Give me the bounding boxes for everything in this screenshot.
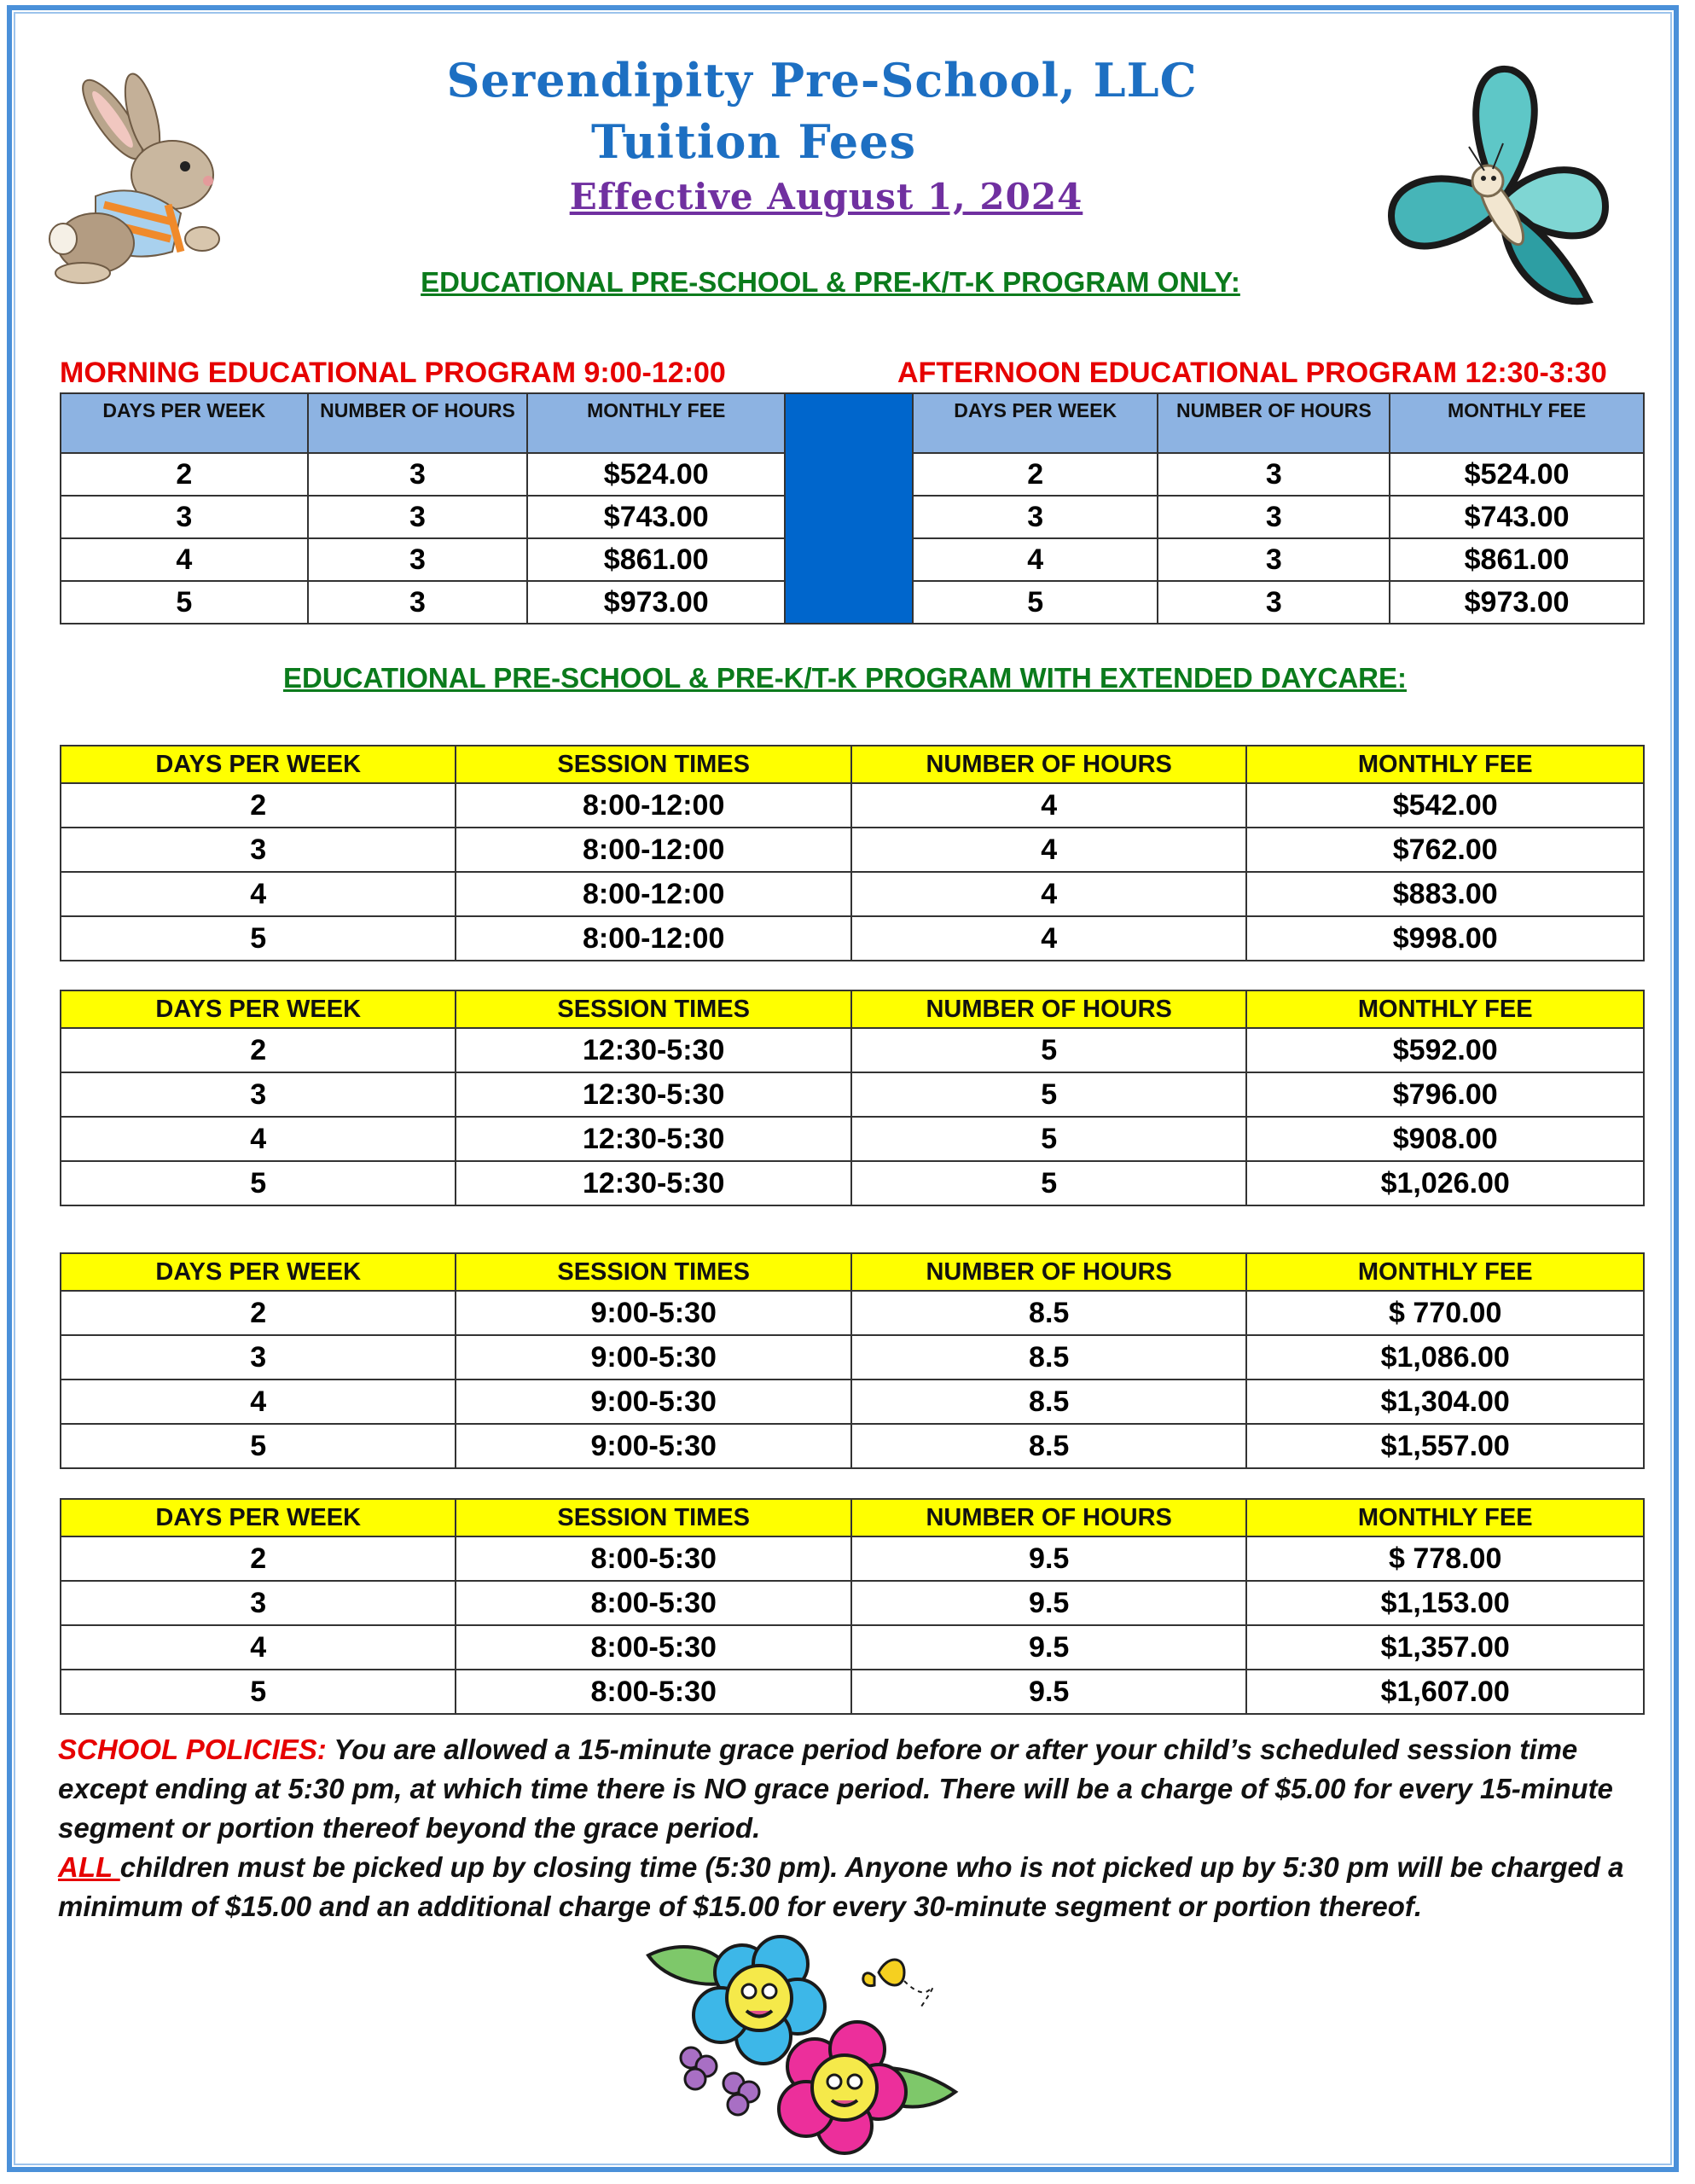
cell-hours: 3 [308, 496, 528, 538]
cell-fee: $1,086.00 [1246, 1335, 1644, 1380]
cell-fee: $743.00 [1390, 496, 1644, 538]
cell-session: 9:00-5:30 [456, 1424, 851, 1468]
column-header: MONTHLY FEE [1390, 393, 1644, 453]
cell-fee: $1,357.00 [1246, 1625, 1644, 1670]
cell-days: 4 [61, 1380, 456, 1424]
cell-session: 8:00-5:30 [456, 1536, 851, 1581]
column-header: MONTHLY FEE [1246, 1253, 1644, 1291]
cell-days: 5 [61, 1670, 456, 1714]
cell-session: 8:00-12:00 [456, 783, 851, 828]
effective-date: Effective August 1, 2024 [569, 176, 1083, 218]
cell-days: 5 [61, 1424, 456, 1468]
column-header: NUMBER OF HOURS [308, 393, 528, 453]
column-header: NUMBER OF HOURS [851, 746, 1247, 783]
table-row [61, 1670, 1644, 1714]
cell-fee: $998.00 [1246, 916, 1644, 961]
cell-fee: $743.00 [527, 496, 785, 538]
cell-days: 2 [61, 1028, 456, 1072]
cell-days: 3 [913, 496, 1158, 538]
table-row [61, 1625, 1644, 1670]
cell-fee: $ 770.00 [1246, 1291, 1644, 1335]
table-header-row [61, 393, 1644, 453]
cell-days: 4 [913, 538, 1158, 581]
cell-hours: 8.5 [851, 1291, 1247, 1335]
column-header: SESSION TIMES [456, 1499, 851, 1536]
cell-fee: $796.00 [1246, 1072, 1644, 1117]
morning-program-table [60, 392, 1645, 624]
column-header: DAYS PER WEEK [61, 1499, 456, 1536]
cell-fee: $973.00 [527, 581, 785, 624]
cell-days: 4 [61, 538, 308, 581]
table-divider [785, 393, 913, 624]
policies-text-pickup: children must be picked up by closing time (5:30 pm). Anyone who is not picked up by 5:30 pm will be charged a minimum of $15.00 and an additional charge of $15.00 for every 30-minute segment or portion thereof. [58, 1851, 1624, 1922]
cell-fee: $908.00 [1246, 1117, 1644, 1161]
cell-fee: $883.00 [1246, 872, 1644, 916]
cell-days: 2 [61, 453, 308, 496]
cell-hours: 4 [851, 916, 1247, 961]
cell-days: 3 [61, 496, 308, 538]
cell-days: 4 [61, 1625, 456, 1670]
table-header-row [61, 1253, 1644, 1291]
column-header: SESSION TIMES [456, 1253, 851, 1291]
cell-days: 3 [61, 1581, 456, 1625]
afternoon-program-heading: AFTERNOON EDUCATIONAL PROGRAM 12:30-3:30 [897, 357, 1607, 389]
cell-fee: $524.00 [1390, 453, 1644, 496]
column-header: NUMBER OF HOURS [851, 1499, 1247, 1536]
cell-hours: 8.5 [851, 1424, 1247, 1468]
cell-fee: $1,607.00 [1246, 1670, 1644, 1714]
cell-fee: $1,557.00 [1246, 1424, 1644, 1468]
cell-days: 5 [61, 916, 456, 961]
policies-label: SCHOOL POLICIES: [58, 1734, 327, 1765]
cell-days: 3 [61, 1072, 456, 1117]
cell-fee: $861.00 [1390, 538, 1644, 581]
cell-session: 8:00-12:00 [456, 916, 851, 961]
cell-days: 3 [61, 828, 456, 872]
cell-days: 2 [61, 1291, 456, 1335]
column-header: DAYS PER WEEK [61, 990, 456, 1028]
cell-hours: 9.5 [851, 1625, 1247, 1670]
table-row [61, 828, 1644, 872]
table-row [61, 1161, 1644, 1205]
cell-session: 9:00-5:30 [456, 1380, 851, 1424]
cell-hours: 5 [851, 1161, 1247, 1205]
cell-hours: 3 [1158, 453, 1390, 496]
cell-hours: 4 [851, 872, 1247, 916]
column-header: NUMBER OF HOURS [851, 1253, 1247, 1291]
extended-daycare-table-2 [60, 990, 1645, 1206]
column-header: DAYS PER WEEK [61, 1253, 456, 1291]
cell-hours: 9.5 [851, 1670, 1247, 1714]
section-heading-extended-daycare: EDUCATIONAL PRE-SCHOOL & PRE-K/T-K PROGRAM WITH EXTENDED DAYCARE: [282, 662, 1407, 694]
cell-hours: 9.5 [851, 1581, 1247, 1625]
school-policies [58, 1730, 1645, 1926]
cell-session: 9:00-5:30 [456, 1335, 851, 1380]
cell-hours: 9.5 [851, 1536, 1247, 1581]
column-header: NUMBER OF HOURS [851, 990, 1247, 1028]
cell-days: 4 [61, 1117, 456, 1161]
column-header: MONTHLY FEE [527, 393, 785, 453]
cell-fee: $542.00 [1246, 783, 1644, 828]
cell-fee: $762.00 [1246, 828, 1644, 872]
cell-days: 2 [61, 783, 456, 828]
table-row [61, 1335, 1644, 1380]
cell-days: 2 [913, 453, 1158, 496]
cell-fee: $973.00 [1390, 581, 1644, 624]
table-header-row [61, 746, 1644, 783]
column-header: MONTHLY FEE [1246, 990, 1644, 1028]
table-row [61, 1117, 1644, 1161]
cell-hours: 3 [308, 538, 528, 581]
column-header: MONTHLY FEE [1246, 1499, 1644, 1536]
cell-days: 3 [61, 1335, 456, 1380]
table-row [61, 1028, 1644, 1072]
cell-days: 4 [61, 872, 456, 916]
cell-fee: $861.00 [527, 538, 785, 581]
table-row [61, 1424, 1644, 1468]
section-heading-program-only: EDUCATIONAL PRE-SCHOOL & PRE-K/T-K PROGRAM ONLY: [421, 266, 1240, 298]
policies-text-grace: You are allowed a 15-minute grace period before or after your child’s scheduled session time except ending at 5:30 pm, at which time there is NO grace period. There will be a charge of $5.00 for every 15-minute segment or portion thereof beyond the grace period. [58, 1734, 1613, 1844]
policies-all-label: ALL [58, 1851, 120, 1883]
cell-hours: 4 [851, 828, 1247, 872]
cell-hours: 4 [851, 783, 1247, 828]
cell-hours: 3 [308, 453, 528, 496]
table-row [61, 1291, 1644, 1335]
cell-hours: 3 [1158, 496, 1390, 538]
cell-fee: $ 778.00 [1246, 1536, 1644, 1581]
cell-days: 2 [61, 1536, 456, 1581]
cell-hours: 5 [851, 1028, 1247, 1072]
column-header: MONTHLY FEE [1246, 746, 1644, 783]
cell-session: 8:00-12:00 [456, 828, 851, 872]
cell-hours: 3 [1158, 581, 1390, 624]
cell-days: 5 [61, 581, 308, 624]
cell-fee: $1,304.00 [1246, 1380, 1644, 1424]
cell-session: 9:00-5:30 [456, 1291, 851, 1335]
table-row [61, 1581, 1644, 1625]
cell-hours: 5 [851, 1072, 1247, 1117]
cell-session: 12:30-5:30 [456, 1028, 851, 1072]
column-header: SESSION TIMES [456, 746, 851, 783]
column-header: DAYS PER WEEK [61, 746, 456, 783]
column-header: DAYS PER WEEK [61, 393, 308, 453]
flowers-illustration [631, 1930, 972, 2160]
cell-hours: 8.5 [851, 1335, 1247, 1380]
table-row [61, 1536, 1644, 1581]
extended-daycare-table-3 [60, 1252, 1645, 1469]
cell-hours: 5 [851, 1117, 1247, 1161]
table-row [61, 872, 1644, 916]
cell-session: 12:30-5:30 [456, 1072, 851, 1117]
cell-fee: $1,026.00 [1246, 1161, 1644, 1205]
column-header: SESSION TIMES [456, 990, 851, 1028]
cell-session: 8:00-5:30 [456, 1581, 851, 1625]
extended-daycare-table-1 [60, 745, 1645, 961]
table-header-row [61, 1499, 1644, 1536]
cell-session: 8:00-5:30 [456, 1625, 851, 1670]
column-header: DAYS PER WEEK [913, 393, 1158, 453]
cell-hours: 3 [308, 581, 528, 624]
cell-session: 8:00-5:30 [456, 1670, 851, 1714]
morning-program-heading: MORNING EDUCATIONAL PROGRAM 9:00-12:00 [60, 357, 726, 389]
cell-fee: $1,153.00 [1246, 1581, 1644, 1625]
cell-fee: $524.00 [527, 453, 785, 496]
table-row [61, 1072, 1644, 1117]
table-row [61, 916, 1644, 961]
table-header-row [61, 990, 1644, 1028]
table-row [61, 783, 1644, 828]
tuition-fees-title: Tuition Fees [590, 114, 917, 169]
cell-session: 12:30-5:30 [456, 1161, 851, 1205]
table-row [61, 1380, 1644, 1424]
cell-hours: 3 [1158, 538, 1390, 581]
cell-days: 5 [61, 1161, 456, 1205]
cell-days: 5 [913, 581, 1158, 624]
extended-daycare-table-4 [60, 1498, 1645, 1715]
school-name: Serendipity Pre-School, LLC [446, 53, 1198, 107]
column-header: NUMBER OF HOURS [1158, 393, 1390, 453]
cell-session: 12:30-5:30 [456, 1117, 851, 1161]
cell-fee: $592.00 [1246, 1028, 1644, 1072]
cell-hours: 8.5 [851, 1380, 1247, 1424]
cell-session: 8:00-12:00 [456, 872, 851, 916]
